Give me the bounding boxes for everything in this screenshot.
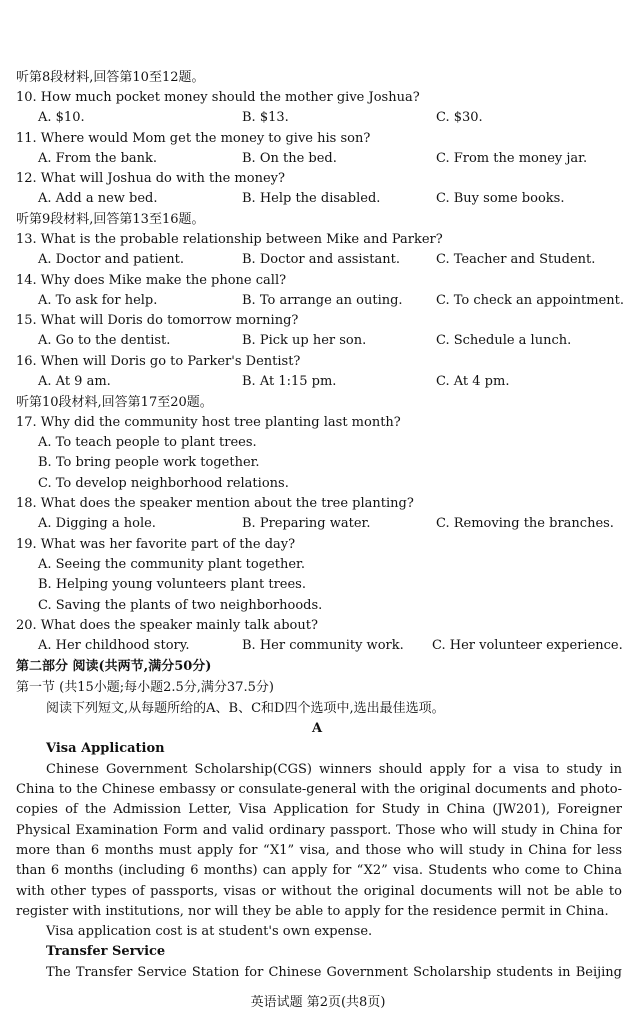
- question: [0, 271, 636, 291]
- option-line: [0, 596, 636, 616]
- option-b: B. $13.: [242, 110, 289, 125]
- question: [0, 129, 636, 149]
- question: [0, 494, 636, 514]
- paragraph-text: more than 6 months must apply for “X1” visa, and those who will study in China for less: [16, 843, 622, 858]
- option-b: B. Help the disabled.: [242, 191, 381, 206]
- passage-heading: [0, 739, 636, 759]
- paragraph-line: [0, 841, 636, 861]
- passage-heading-text: Visa Application: [46, 741, 165, 756]
- paragraph-line: [0, 760, 636, 780]
- paragraph-text: Chinese Government Scholarship(CGS) winners should apply for a visa to study in: [46, 762, 622, 777]
- part-title: [0, 657, 636, 677]
- option-b: B. To bring people work together.: [38, 455, 260, 470]
- paragraph-line: [0, 821, 636, 841]
- question-text: 10. How much pocket money should the mother give Joshua?: [16, 90, 420, 105]
- options-row: [0, 250, 636, 270]
- options-row: [0, 149, 636, 169]
- question: [0, 535, 636, 555]
- paragraph-text: China to the Chinese embassy or consulate-general with the original documents and photo-: [16, 782, 622, 797]
- question: [0, 352, 636, 372]
- question-text: 11. Where would Mom get the money to give his son?: [16, 131, 371, 146]
- option-c: C. Her volunteer experience.: [432, 638, 623, 653]
- options-row: [0, 636, 636, 656]
- question: [0, 88, 636, 108]
- passage-heading-text: Transfer Service: [46, 944, 166, 959]
- question-text: 13. What is the probable relationship between Mike and Parker?: [16, 232, 443, 247]
- paragraph-text: Physical Examination Form and valid ordinary passport. Those who will study in China for: [16, 823, 622, 838]
- option-line: [0, 474, 636, 494]
- options-row: [0, 514, 636, 534]
- option-b: B. Helping young volunteers plant trees.: [38, 577, 306, 592]
- page-footer-text: 英语试题 第2页(共8页): [250, 995, 386, 1010]
- instruction: [0, 699, 636, 719]
- question-text: 12. What will Joshua do with the money?: [16, 171, 285, 186]
- option-line: [0, 555, 636, 575]
- passage-letter: [0, 719, 636, 739]
- question-text: 20. What does the speaker mainly talk about?: [16, 618, 318, 633]
- part-title-text: 第二部分 阅读(共两节,满分50分): [16, 659, 212, 674]
- section-heading-text: 听第9段材料,回答第13至16题。: [16, 212, 205, 227]
- passage-letter-text: A: [312, 721, 323, 736]
- option-c: C. To develop neighborhood relations.: [38, 476, 289, 491]
- option-b: B. To arrange an outing.: [242, 293, 403, 308]
- option-line: [0, 433, 636, 453]
- option-a: A. Go to the dentist.: [38, 333, 171, 348]
- passage-heading: [0, 942, 636, 962]
- option-c: C. At 4 pm.: [436, 374, 510, 389]
- option-a: A. From the bank.: [38, 151, 158, 166]
- option-b: B. On the bed.: [242, 151, 337, 166]
- question-text: 18. What does the speaker mention about the tree planting?: [16, 496, 414, 511]
- paragraph-line: [0, 861, 636, 881]
- section-heading-text: 听第10段材料,回答第17至20题。: [16, 395, 213, 410]
- question: [0, 413, 636, 433]
- option-c: C. Teacher and Student.: [436, 252, 596, 267]
- question: [0, 311, 636, 331]
- option-a: A. Doctor and patient.: [38, 252, 185, 267]
- option-line: [0, 453, 636, 473]
- question: [0, 169, 636, 189]
- option-c: C. Removing the branches.: [436, 516, 614, 531]
- options-row: [0, 108, 636, 128]
- section-heading: [0, 210, 636, 230]
- option-line: [0, 575, 636, 595]
- question-text: 19. What was her favorite part of the day?: [16, 537, 296, 552]
- question-text: 15. What will Doris do tomorrow morning?: [16, 313, 299, 328]
- option-c: C. Schedule a lunch.: [436, 333, 572, 348]
- options-row: [0, 189, 636, 209]
- section-heading: [0, 393, 636, 413]
- section-title: [0, 678, 636, 698]
- instruction-text: 阅读下列短文,从每题所给的A、B、C和D四个选项中,选出最佳选项。: [46, 701, 445, 716]
- option-a: A. To ask for help.: [38, 293, 158, 308]
- option-c: C. To check an appointment.: [436, 293, 624, 308]
- option-a: A. Seeing the community plant together.: [38, 557, 305, 572]
- question-text: 17. Why did the community host tree planting last month?: [16, 415, 401, 430]
- option-a: A. To teach people to plant trees.: [38, 435, 257, 450]
- paragraph-line: [0, 780, 636, 800]
- option-c: C. Saving the plants of two neighborhoods.: [38, 598, 323, 613]
- options-row: [0, 372, 636, 392]
- section-heading: [0, 68, 636, 88]
- option-c: C. Buy some books.: [436, 191, 565, 206]
- paragraph-line: [0, 902, 636, 922]
- page-footer: [0, 993, 636, 1013]
- paragraph-text: with other types of passports, visas or without the original documents will not be able to: [16, 884, 622, 899]
- question-text: 14. Why does Mike make the phone call?: [16, 273, 287, 288]
- section-heading-text: 听第8段材料,回答第10至12题。: [16, 70, 205, 85]
- paragraph-text: The Transfer Service Station for Chinese Government Scholarship students in Beijing: [46, 965, 622, 980]
- question: [0, 616, 636, 636]
- paragraph-text: than 6 months (including 6 months) can apply for “X2” visa. Students who come to China: [16, 863, 622, 878]
- option-a: A. At 9 am.: [38, 374, 111, 389]
- paragraph-line: [0, 963, 636, 983]
- options-row: [0, 291, 636, 311]
- question-text: 16. When will Doris go to Parker's Dentist?: [16, 354, 301, 369]
- paragraph-text: copies of the Admission Letter, Visa Application for Study in China (JW201), Foreigner: [16, 802, 622, 817]
- paragraph-text: Visa application cost is at student's own expense.: [46, 924, 373, 939]
- option-a: A. $10.: [38, 110, 85, 125]
- option-b: B. Her community work.: [242, 638, 404, 653]
- option-b: B. At 1:15 pm.: [242, 374, 337, 389]
- question: [0, 230, 636, 250]
- section-title-text: 第一节 (共15小题;每小题2.5分,满分37.5分): [16, 680, 274, 695]
- option-a: A. Add a new bed.: [38, 191, 158, 206]
- paragraph-line: [0, 800, 636, 820]
- paragraph-line: [0, 882, 636, 902]
- option-a: A. Her childhood story.: [38, 638, 190, 653]
- paragraph-text: register with institutions, nor will they be able to apply for the residence permit in China.: [16, 904, 609, 919]
- option-a: A. Digging a hole.: [38, 516, 156, 531]
- option-c: C. From the money jar.: [436, 151, 588, 166]
- option-c: C. $30.: [436, 110, 483, 125]
- option-b: B. Doctor and assistant.: [242, 252, 400, 267]
- option-b: B. Pick up her son.: [242, 333, 367, 348]
- option-b: B. Preparing water.: [242, 516, 371, 531]
- paragraph-line: [0, 922, 636, 942]
- options-row: [0, 331, 636, 351]
